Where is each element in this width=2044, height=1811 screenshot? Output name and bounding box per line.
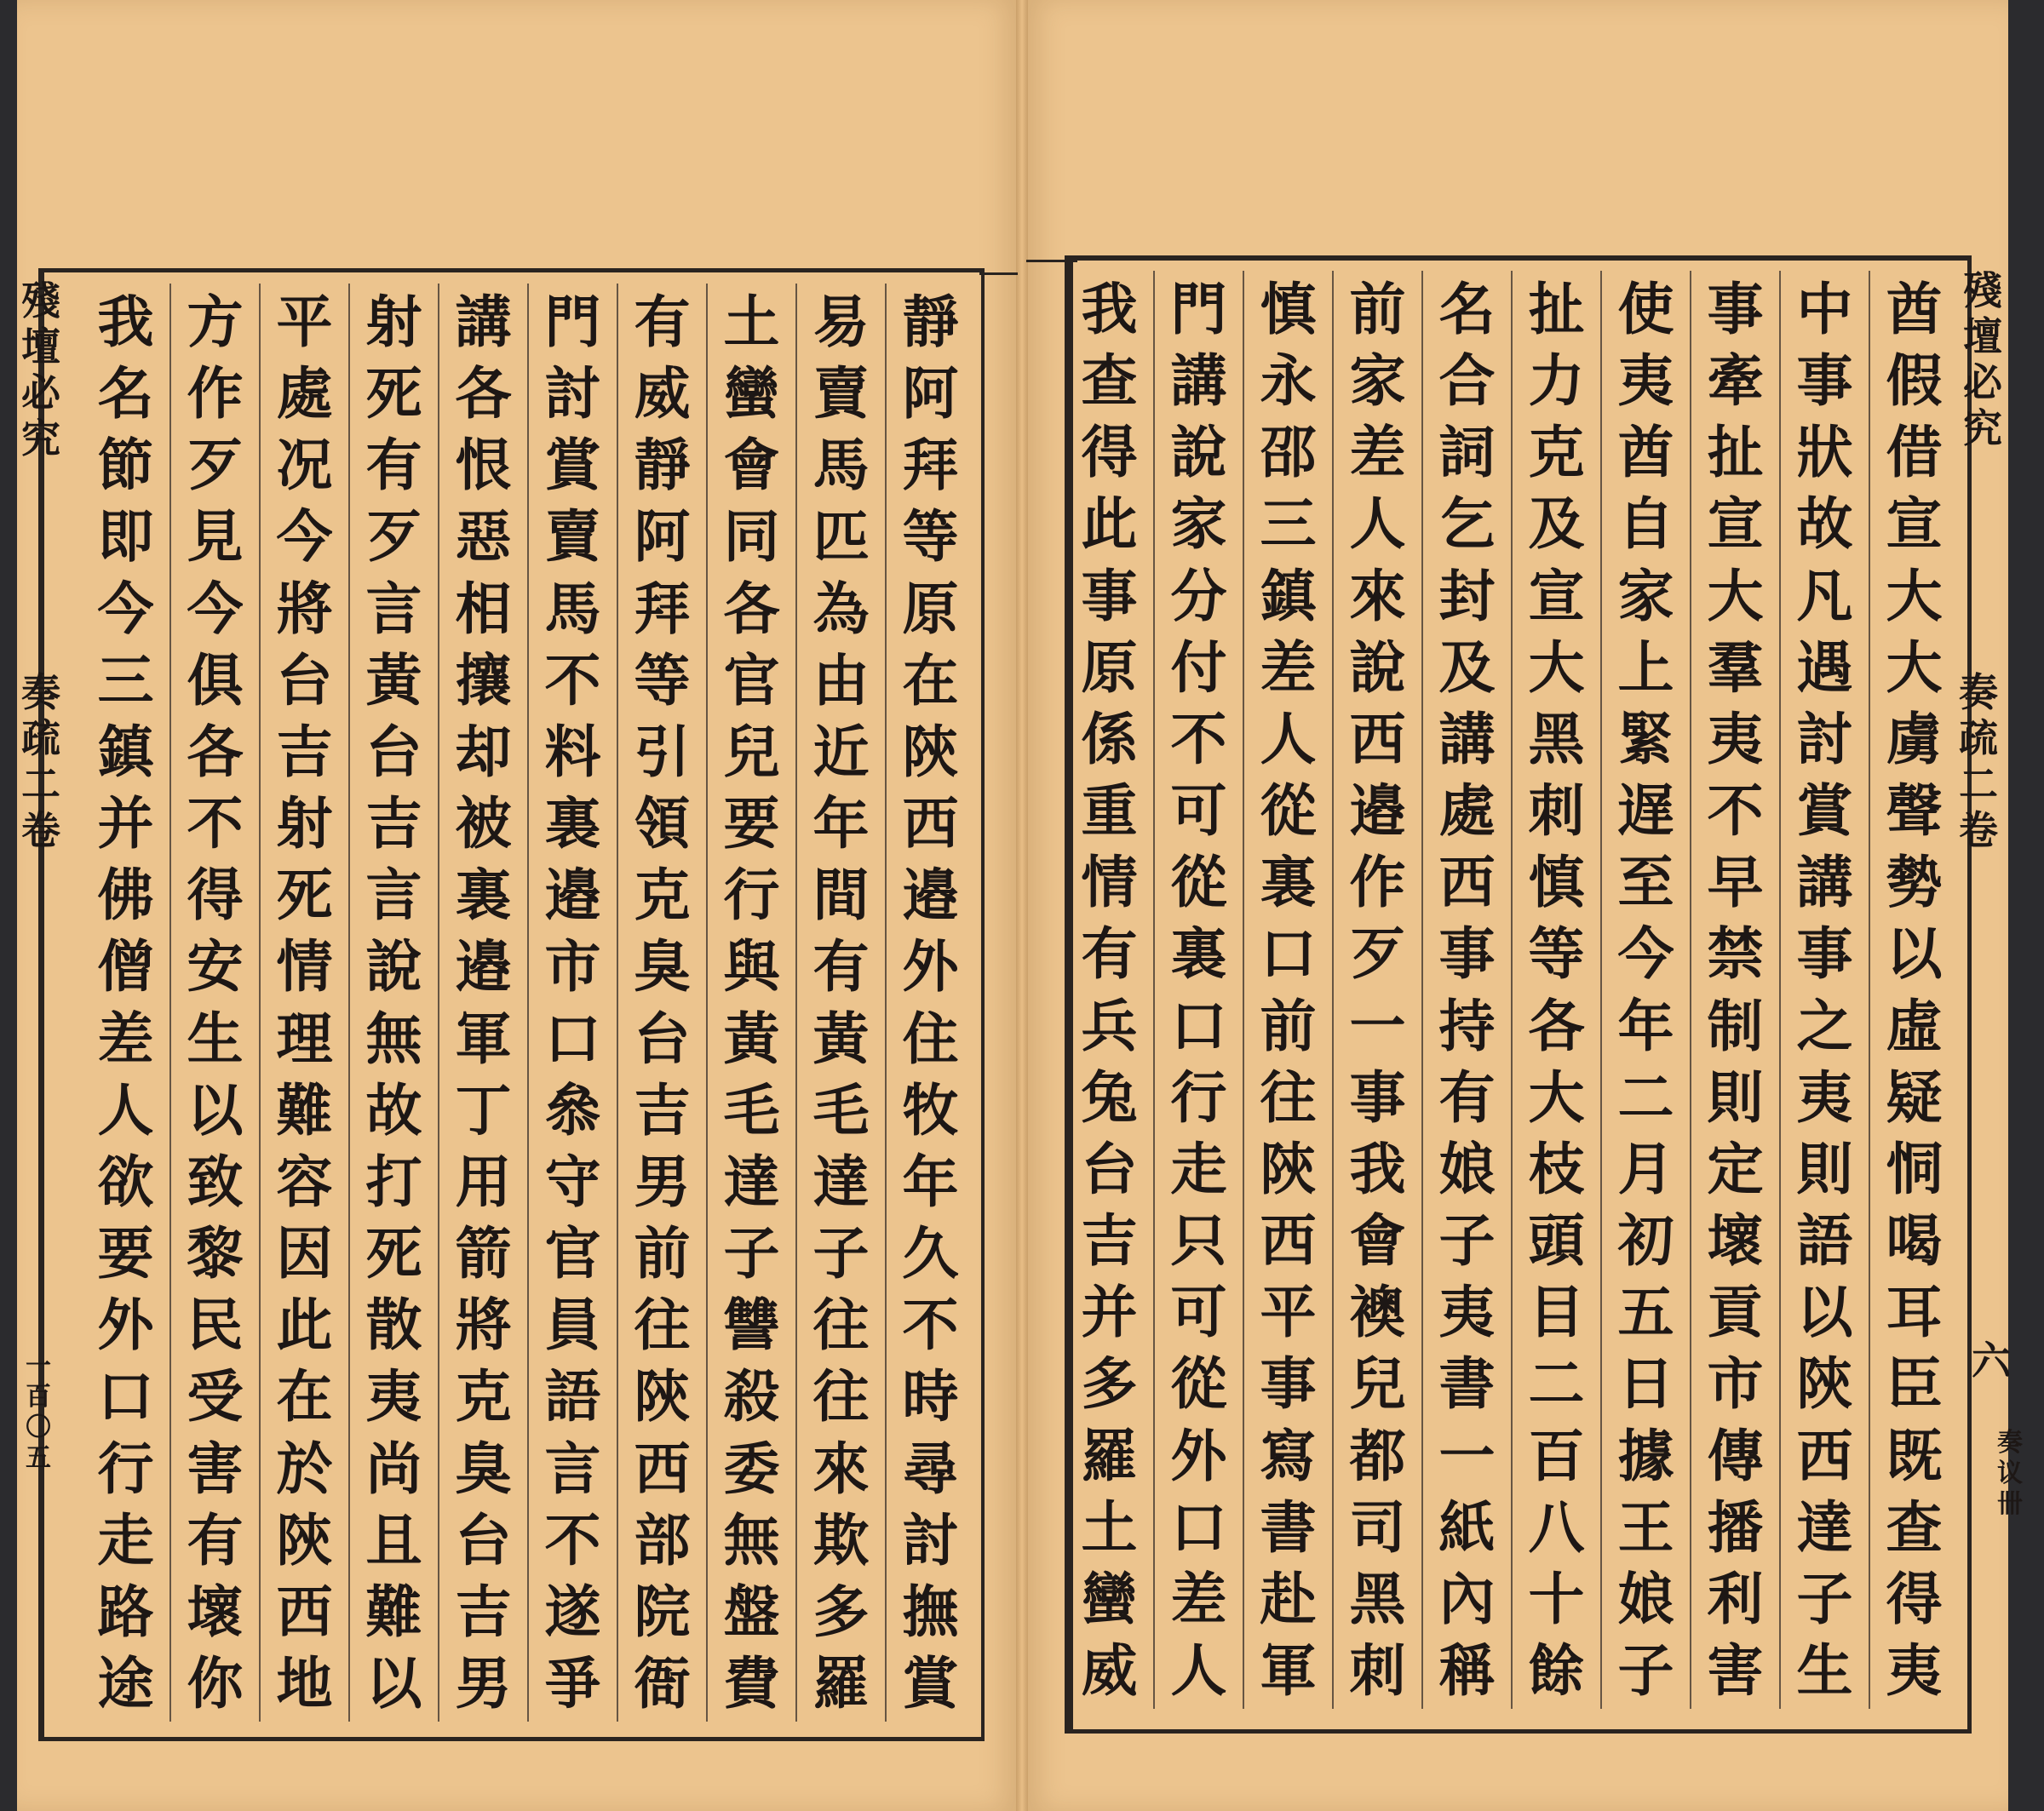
right-margin-page-text: 六 (1972, 1338, 2011, 1384)
left-column-5: 門 討 賞 賣 馬 不 料 裏 邉 市 口 叅 守 官 員 語 言 不 遂 爭 (544, 289, 601, 1716)
right-column-2: 中 事 狀 故 凡 遇 討 賞 講 事 之 夷 則 語 以 陝 西 達 子 生 (1796, 276, 1853, 1704)
right-margin-title (1963, 267, 2002, 455)
left-margin-chapter (21, 669, 60, 857)
right-column-5: 扯 力 克 及 宣 大 黑 刺 慎 等 各 大 枝 頭 目 二 百 八 十 餘 (1528, 276, 1585, 1704)
left-column-7: 射 死 有 歹 言 黃 台 吉 言 說 無 故 打 死 散 夷 尚 且 難 以 (365, 289, 422, 1716)
left-margin-page-text: 一 百 〇 五 (26, 1351, 51, 1473)
left-column-10: 我 名 節 即 今 三 鎮 并 佛 僧 差 人 欲 要 外 口 行 走 路 途 (97, 289, 154, 1716)
left-column-9: 方 作 歹 見 今 俱 各 不 得 安 生 以 致 黎 民 受 害 有 壞 你 (187, 289, 244, 1716)
right-margin-chapter (1959, 669, 1998, 857)
right-column-1: 酋 假 借 宣 大 大 虜 聲 勢 以 虛 疑 恫 喝 耳 臣 既 查 得 夷 (1886, 276, 1943, 1704)
left-column-1: 靜 阿 拜 等 原 在 陝 西 邉 外 住 牧 年 久 不 時 尋 討 撫 賞 (902, 289, 959, 1716)
left-column-4: 有 威 靜 阿 拜 等 引 領 克 臭 台 吉 男 前 往 陝 西 部 院 衙 (634, 289, 691, 1716)
left-margin-page (26, 1351, 51, 1476)
left-margin-title-text: 殘 壇 必 究 (21, 278, 60, 461)
right-margin-stamp (1997, 1430, 2023, 1522)
right-margin-page (1972, 1338, 2011, 1387)
left-column-2: 易 賣 馬 匹 為 由 近 年 間 有 黃 毛 達 子 往 往 來 欺 多 羅 (812, 289, 870, 1716)
right-column-6: 名 合 詞 乞 封 及 講 處 西 事 持 有 娘 子 夷 書 一 紙 內 稱 (1438, 276, 1496, 1704)
right-margin-chapter-text: 奏 疏 二 卷 (1959, 669, 1998, 853)
right-column-4: 使 夷 酋 自 家 上 緊 遅 至 今 年 二 月 初 五 日 據 王 娘 子 (1617, 276, 1674, 1704)
right-column-8: 慎 永 邵 三 鎮 差 人 從 裏 口 前 往 陝 西 平 事 寫 書 赴 軍 (1260, 276, 1317, 1704)
right-margin-title-text: 殘 壇 必 究 (1963, 267, 2002, 451)
right-margin-stamp-text: 奏 议 卌 (1997, 1428, 2023, 1519)
left-column-8: 平 處 况 今 將 台 吉 射 死 情 理 難 容 因 此 在 於 陝 西 地 (276, 289, 333, 1716)
left-margin-title (21, 278, 60, 465)
left-column-3: 土 蠻 會 同 各 官 兒 要 行 與 黃 毛 達 子 讐 殺 委 無 盤 費 (723, 289, 780, 1716)
right-top-rule (1026, 260, 1077, 262)
book-gutter (1016, 0, 1028, 1811)
right-column-7: 前 家 差 人 來 說 西 邉 作 歹 一 事 我 會 襖 兒 都 司 黑 刺 (1349, 276, 1406, 1704)
left-column-6: 講 各 恨 惡 相 攘 却 被 裏 邉 軍 丁 用 箭 將 克 臭 台 吉 男 (455, 289, 512, 1716)
left-top-rule (979, 272, 1018, 275)
right-column-3: 事 牽 扯 宣 大 羣 夷 不 早 禁 制 則 定 壞 貢 市 傳 播 利 害 (1707, 276, 1764, 1704)
right-column-9: 門 講 說 家 分 付 不 可 從 裏 口 行 走 只 可 從 外 口 差 人 (1170, 276, 1227, 1704)
left-margin-chapter-text: 奏 疏 二 卷 (21, 669, 60, 853)
right-column-10: 我 查 得 此 事 原 係 重 情 有 兵 兔 台 吉 并 多 羅 土 蠻 威 (1081, 276, 1138, 1704)
